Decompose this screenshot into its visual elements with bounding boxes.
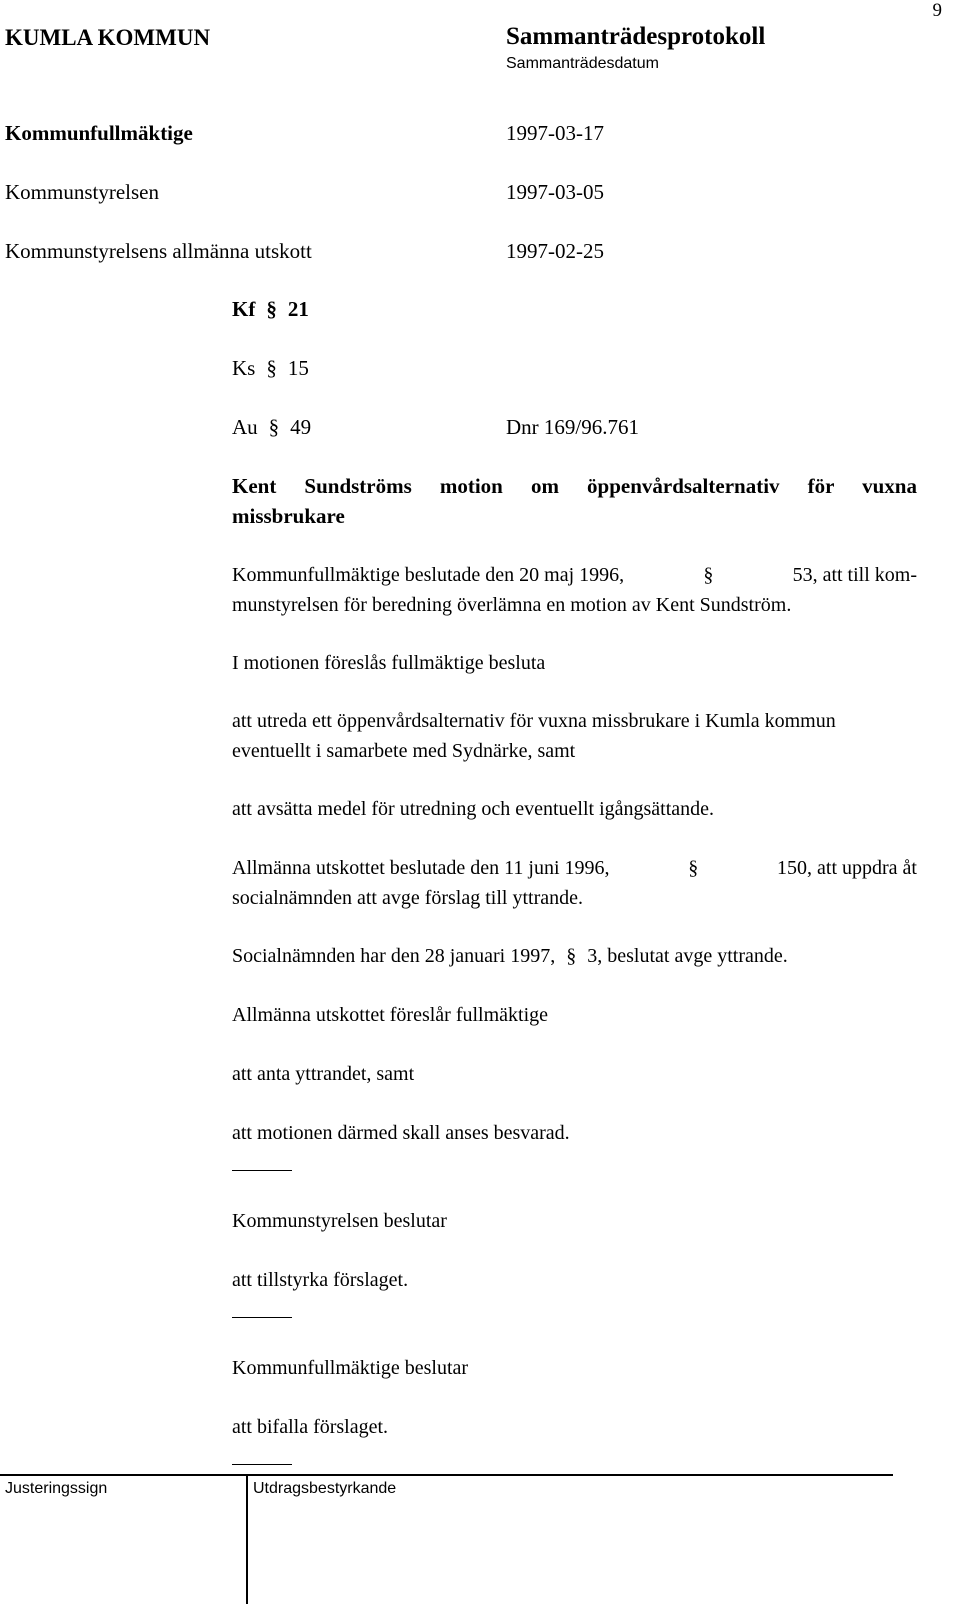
body-date: 1997-03-17: [506, 121, 604, 145]
section-divider: [232, 1464, 292, 1465]
council-decision-item: att bifalla förslaget.: [232, 1416, 389, 1438]
committee-decision: Allmänna utskottet beslutade den 11 juni 1996, § 150, att uppdra åt socialnämnden att avge förslag till yttrande.: [232, 857, 917, 909]
body-name: Kommunfullmäktige: [5, 121, 193, 145]
motion-heading: Kent Sundströms motion om öppenvårdsalternativ för vuxna missbrukare: [232, 474, 917, 528]
body-name: Kommunstyrelsen: [5, 180, 159, 204]
body-date: 1997-03-05: [506, 180, 604, 204]
paragraph-ref-au: Au § 49: [232, 415, 312, 439]
organization-name: KUMLA KOMMUN: [5, 25, 211, 50]
footer-rule: [0, 1474, 893, 1476]
council-decision-heading: Kommunfullmäktige beslutar: [232, 1357, 469, 1379]
body-name: Kommunstyrelsens allmänna utskott: [5, 239, 312, 263]
intro-paragraph: Kommunfullmäktige beslutade den 20 maj 1996, § 53, att till kom- munstyrelsen för beredning överlämna en motion av Kent Sundström.: [232, 564, 917, 616]
page-number: 9: [932, 0, 942, 21]
motion-proposal-2: att avsätta medel för utredning och eventuellt igångsättande.: [232, 798, 715, 820]
body-date: 1997-02-25: [506, 239, 604, 263]
motion-proposal-1: att utreda ett öppenvårdsalternativ för vuxna missbrukare i Kumla kommun eventuellt i samarbete med Sydnärke, samt: [232, 710, 836, 762]
motion-lead: I motionen föreslås fullmäktige besluta: [232, 652, 546, 674]
board-decision-heading: Kommunstyrelsen beslutar: [232, 1210, 447, 1232]
footer-column-divider: [246, 1476, 248, 1604]
committee-proposal-item-1: att anta yttrandet, samt: [232, 1063, 415, 1085]
paragraph-ref-kf: Kf § 21: [232, 297, 309, 321]
adjuster-signature-label: Justeringssign: [5, 1480, 108, 1497]
meeting-date-label: Sammanträdesdatum: [506, 55, 659, 72]
extract-certification-label: Utdragsbestyrkande: [253, 1480, 397, 1497]
committee-proposal-item-2: att motionen därmed skall anses besvarad.: [232, 1122, 570, 1144]
diary-number: Dnr 169/96.761: [506, 415, 639, 439]
paragraph-ref-ks: Ks § 15: [232, 356, 309, 380]
board-decision-item: att tillstyrka förslaget.: [232, 1269, 409, 1291]
section-divider: [232, 1317, 292, 1318]
section-divider: [232, 1170, 292, 1171]
document-title: Sammanträdesprotokoll: [506, 23, 766, 50]
social-board-statement: Socialnämnden har den 28 januari 1997, § 3, beslutat avge yttrande.: [232, 945, 788, 967]
committee-proposal: Allmänna utskottet föreslår fullmäktige: [232, 1004, 549, 1026]
